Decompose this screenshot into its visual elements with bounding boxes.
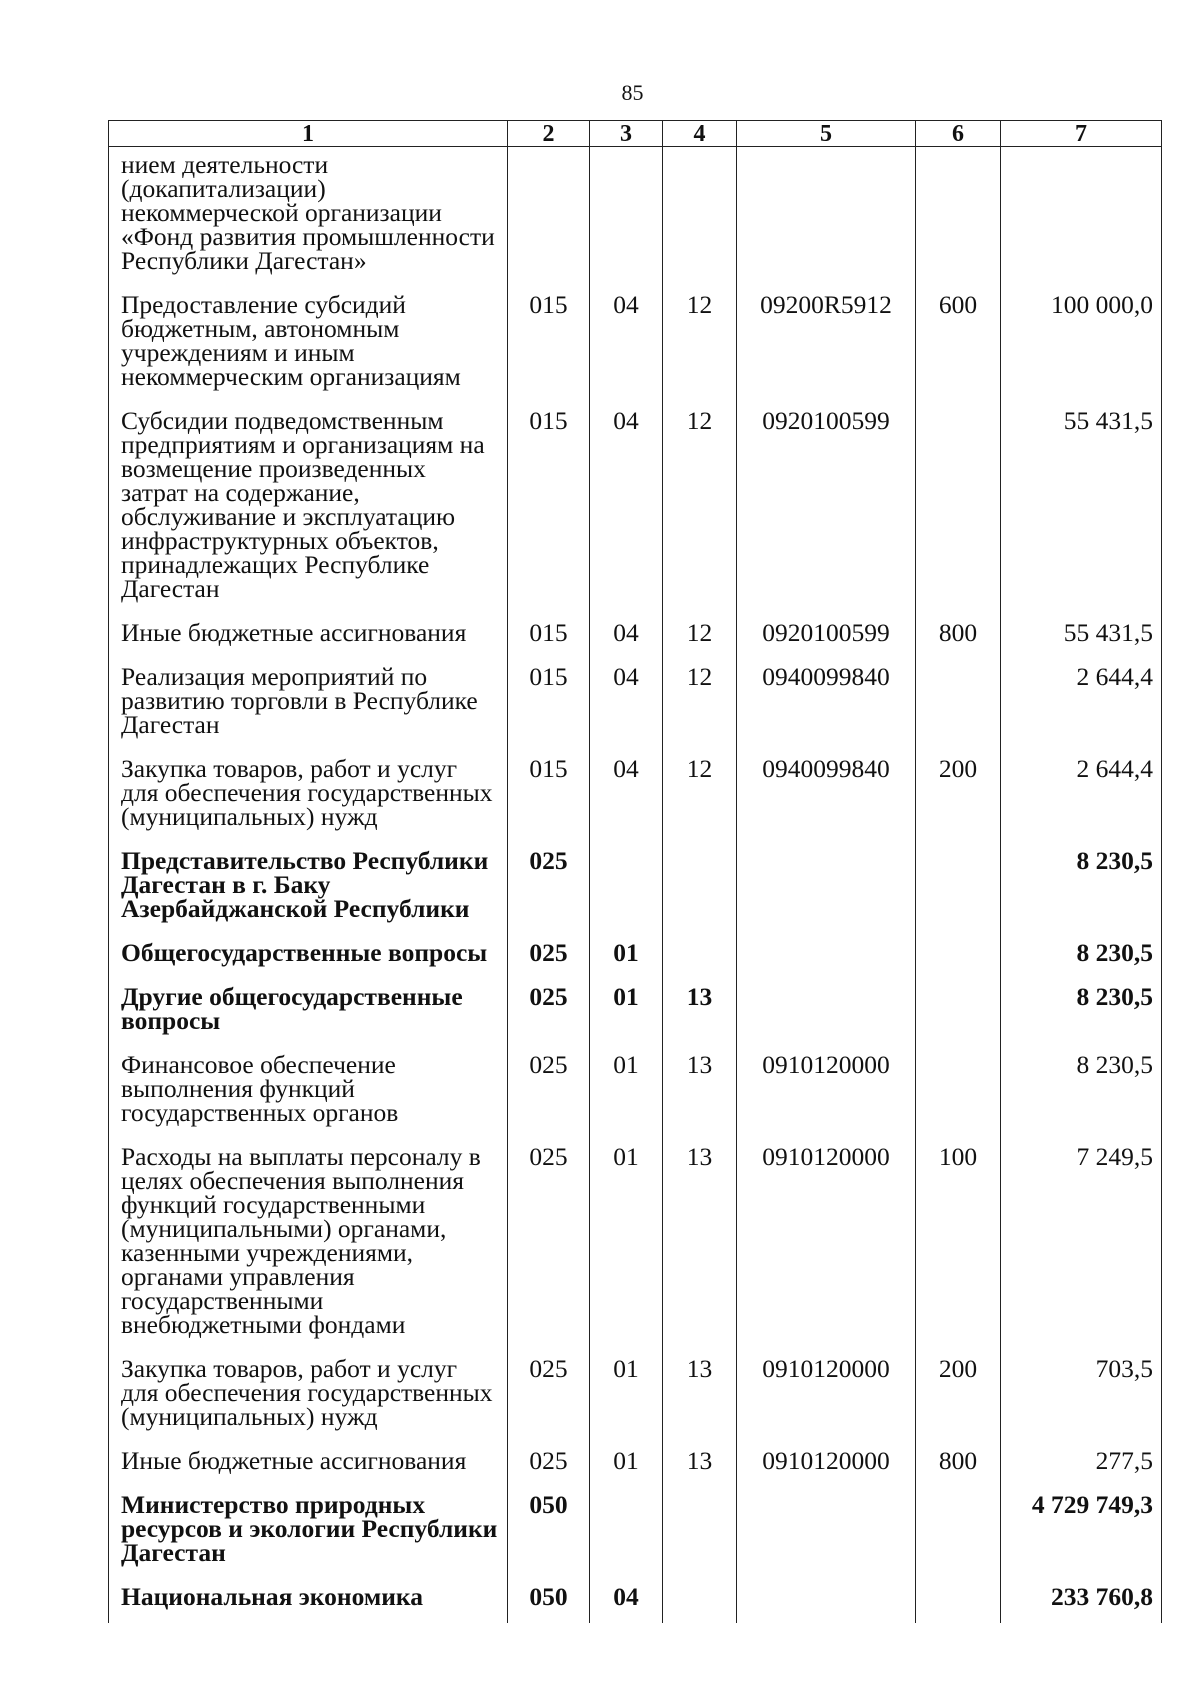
row-amount: 4 729 749,3	[1001, 1487, 1162, 1579]
table-row	[109, 615, 1162, 659]
row-target-article	[737, 935, 916, 979]
row-section-code: 04	[590, 403, 663, 615]
row-ministry-code: 015	[508, 287, 590, 403]
row-target-article: 0920100599	[737, 403, 916, 615]
row-ministry-code: 050	[508, 1579, 590, 1623]
row-description: Предоставление субсидий бюджетным, автономным учреждениям и иным некоммерческим организациям	[109, 287, 508, 403]
row-expense-type: 800	[916, 1443, 1001, 1487]
row-amount: 100 000,0	[1001, 287, 1162, 403]
row-section-code: 04	[590, 615, 663, 659]
row-target-article	[737, 1579, 916, 1623]
row-section-code: 01	[590, 979, 663, 1047]
row-subsection-code: 13	[663, 1139, 737, 1351]
row-ministry-code: 015	[508, 615, 590, 659]
row-section-code: 01	[590, 935, 663, 979]
table-row	[109, 1351, 1162, 1443]
row-ministry-code: 015	[508, 403, 590, 615]
row-target-article: 0940099840	[737, 751, 916, 843]
row-description: Общегосударственные вопросы	[109, 935, 508, 979]
row-ministry-code: 025	[508, 935, 590, 979]
row-ministry-code: 025	[508, 843, 590, 935]
row-description: Национальная экономика	[109, 1579, 508, 1623]
row-section-code: 04	[590, 287, 663, 403]
row-amount: 703,5	[1001, 1351, 1162, 1443]
row-subsection-code: 12	[663, 615, 737, 659]
column-header: 4	[663, 121, 737, 147]
row-description: нием деятельности (докапитализации) некоммерческой организации «Фонд развития промышленности Республики Дагестан»	[109, 147, 508, 288]
row-section-code	[590, 147, 663, 288]
budget-table	[108, 120, 1162, 1623]
row-ministry-code: 025	[508, 979, 590, 1047]
row-subsection-code	[663, 1487, 737, 1579]
row-subsection-code	[663, 935, 737, 979]
row-amount: 8 230,5	[1001, 979, 1162, 1047]
row-expense-type	[916, 1579, 1001, 1623]
column-header: 1	[109, 121, 508, 147]
row-subsection-code: 13	[663, 1443, 737, 1487]
row-expense-type	[916, 843, 1001, 935]
table-row	[109, 751, 1162, 843]
column-header: 3	[590, 121, 663, 147]
row-amount: 7 249,5	[1001, 1139, 1162, 1351]
row-description: Финансовое обеспечение выполнения функций государственных органов	[109, 1047, 508, 1139]
row-amount: 2 644,4	[1001, 659, 1162, 751]
row-section-code: 01	[590, 1139, 663, 1351]
row-expense-type: 600	[916, 287, 1001, 403]
row-description: Иные бюджетные ассигнования	[109, 1443, 508, 1487]
row-amount: 55 431,5	[1001, 615, 1162, 659]
column-header: 6	[916, 121, 1001, 147]
row-ministry-code: 050	[508, 1487, 590, 1579]
table-row	[109, 1139, 1162, 1351]
row-target-article: 0940099840	[737, 659, 916, 751]
row-target-article	[737, 1487, 916, 1579]
row-subsection-code	[663, 147, 737, 288]
row-section-code: 04	[590, 751, 663, 843]
row-ministry-code: 025	[508, 1443, 590, 1487]
row-ministry-code: 025	[508, 1351, 590, 1443]
row-ministry-code: 025	[508, 1139, 590, 1351]
table-row	[109, 1579, 1162, 1623]
column-header: 5	[737, 121, 916, 147]
row-subsection-code: 12	[663, 659, 737, 751]
row-expense-type	[916, 979, 1001, 1047]
row-amount: 55 431,5	[1001, 403, 1162, 615]
row-target-article: 0910120000	[737, 1351, 916, 1443]
table-row	[109, 979, 1162, 1047]
row-target-article	[737, 843, 916, 935]
row-description: Закупка товаров, работ и услуг для обеспечения государственных (муниципальных) нужд	[109, 751, 508, 843]
row-ministry-code: 025	[508, 1047, 590, 1139]
row-subsection-code: 12	[663, 403, 737, 615]
row-section-code	[590, 1487, 663, 1579]
row-ministry-code: 015	[508, 659, 590, 751]
row-expense-type	[916, 403, 1001, 615]
row-expense-type: 100	[916, 1139, 1001, 1351]
table-row	[109, 935, 1162, 979]
page-number: 85	[621, 80, 644, 105]
row-section-code: 01	[590, 1351, 663, 1443]
row-target-article: 0910120000	[737, 1443, 916, 1487]
row-description: Министерство природных ресурсов и экологии Республики Дагестан	[109, 1487, 508, 1579]
row-description: Расходы на выплаты персоналу в целях обеспечения выполнения функций государственными (муниципальными) органами, казенными учреждениями, органами управления государственными внебюджетными фондами	[109, 1139, 508, 1351]
table-row	[109, 147, 1162, 288]
row-target-article	[737, 979, 916, 1047]
column-header: 2	[508, 121, 590, 147]
row-subsection-code: 13	[663, 1047, 737, 1139]
row-subsection-code: 12	[663, 751, 737, 843]
row-section-code: 01	[590, 1047, 663, 1139]
row-amount: 8 230,5	[1001, 935, 1162, 979]
table-row	[109, 287, 1162, 403]
table-row	[109, 1047, 1162, 1139]
row-subsection-code	[663, 843, 737, 935]
table-row	[109, 403, 1162, 615]
row-expense-type	[916, 1487, 1001, 1579]
row-section-code: 04	[590, 659, 663, 751]
row-ministry-code: 015	[508, 751, 590, 843]
row-expense-type	[916, 659, 1001, 751]
row-subsection-code: 13	[663, 1351, 737, 1443]
row-amount: 2 644,4	[1001, 751, 1162, 843]
row-amount	[1001, 147, 1162, 288]
row-target-article: 09200R5912	[737, 287, 916, 403]
row-expense-type	[916, 935, 1001, 979]
row-amount: 277,5	[1001, 1443, 1162, 1487]
row-section-code: 01	[590, 1443, 663, 1487]
row-description: Другие общегосударственные вопросы	[109, 979, 508, 1047]
table-header-row	[109, 121, 1162, 147]
row-description: Реализация мероприятий по развитию торговли в Республике Дагестан	[109, 659, 508, 751]
row-expense-type: 800	[916, 615, 1001, 659]
row-expense-type	[916, 1047, 1001, 1139]
table-row	[109, 1487, 1162, 1579]
row-target-article: 0910120000	[737, 1139, 916, 1351]
table-row	[109, 843, 1162, 935]
row-expense-type: 200	[916, 751, 1001, 843]
row-target-article: 0920100599	[737, 615, 916, 659]
row-section-code: 04	[590, 1579, 663, 1623]
row-expense-type: 200	[916, 1351, 1001, 1443]
row-amount: 8 230,5	[1001, 843, 1162, 935]
table-row	[109, 659, 1162, 751]
row-target-article	[737, 147, 916, 288]
row-description: Закупка товаров, работ и услуг для обеспечения государственных (муниципальных) нужд	[109, 1351, 508, 1443]
row-section-code	[590, 843, 663, 935]
row-target-article: 0910120000	[737, 1047, 916, 1139]
row-subsection-code: 12	[663, 287, 737, 403]
row-description: Иные бюджетные ассигнования	[109, 615, 508, 659]
row-description: Представительство Республики Дагестан в г. Баку Азербайджанской Республики	[109, 843, 508, 935]
row-subsection-code	[663, 1579, 737, 1623]
table-row	[109, 1443, 1162, 1487]
row-amount: 233 760,8	[1001, 1579, 1162, 1623]
row-description: Субсидии подведомственным предприятиям и организациям на возмещение произведенных затрат на содержание, обслуживание и эксплуатацию инфраструктурных объектов, принадлежащих Республике Дагестан	[109, 403, 508, 615]
row-amount: 8 230,5	[1001, 1047, 1162, 1139]
row-subsection-code: 13	[663, 979, 737, 1047]
column-header: 7	[1001, 121, 1162, 147]
row-ministry-code	[508, 147, 590, 288]
row-expense-type	[916, 147, 1001, 288]
